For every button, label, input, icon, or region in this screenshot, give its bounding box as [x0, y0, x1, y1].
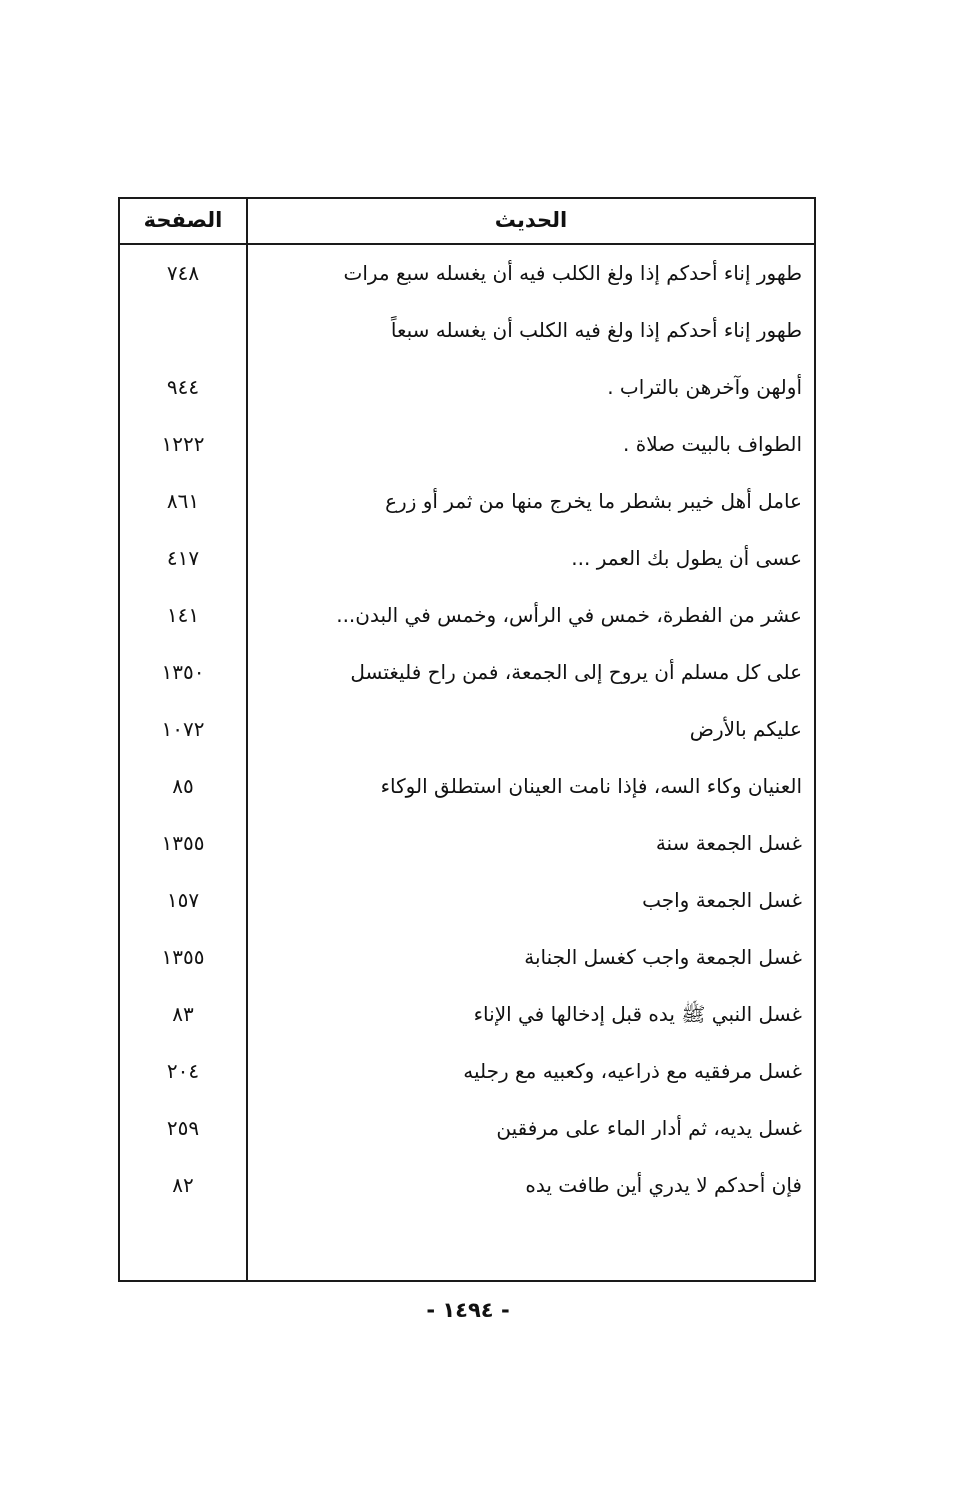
table-row — [120, 587, 814, 644]
hadith-text: غسل الجمعة واجب — [642, 888, 802, 912]
page-ref: ١٣٥٠ — [161, 660, 205, 684]
table-row — [120, 1157, 814, 1214]
page-ref — [120, 302, 246, 359]
page-ref: ٨٥ — [172, 774, 194, 798]
table-row — [120, 701, 814, 758]
hadith-text: غسل يديه، ثم أدار الماء على مرفقين — [496, 1116, 802, 1140]
page-ref: ١٤١ — [166, 603, 200, 627]
hadith-text: غسل مرفقيه مع ذراعيه، وكعبيه مع رجليه — [463, 1059, 802, 1083]
hadith-text: العنيان وكاء السه، فإذا نامت العينان استطلق الوكاء — [380, 774, 802, 798]
header-page: الصفحة — [143, 208, 223, 232]
hadith-text: على كل مسلم أن يروح إلى الجمعة، فمن راح فليغتسل — [350, 660, 802, 684]
hadith-text: عامل أهل خيبر بشطر ما يخرج منها من ثمر أو زرع — [385, 489, 802, 513]
page-ref: ٨٢ — [172, 1173, 194, 1197]
table-body — [120, 245, 814, 1214]
table-row — [120, 1100, 814, 1157]
table-row — [120, 416, 814, 473]
table-row — [120, 302, 814, 359]
header-hadith: الحديث — [494, 208, 568, 232]
table-row — [120, 359, 814, 416]
hadith-text: غسل النبي ﷺ يده قبل إدخالها في الإناء — [473, 1002, 802, 1026]
table-row — [120, 815, 814, 872]
table-row — [120, 1043, 814, 1100]
hadith-text: عشر من الفطرة، خمس في الرأس، وخمس في البدن... — [336, 603, 802, 627]
page-ref: ٤١٧ — [166, 546, 200, 570]
table-row — [120, 530, 814, 587]
table-row — [120, 245, 814, 302]
hadith-text: الطواف بالبيت صلاة . — [623, 432, 802, 456]
page-ref: ٨٣ — [172, 1002, 194, 1026]
hadith-text: غسل الجمعة واجب كغسل الجنابة — [524, 945, 802, 969]
hadith-text: فإن أحدكم لا يدري أين طافت يده — [525, 1173, 802, 1197]
page-ref: ١٢٢٢ — [161, 432, 205, 456]
table-row — [120, 644, 814, 701]
hadith-text: أولهن وآخرهن بالتراب . — [607, 375, 802, 399]
page-ref: ٧٤٨ — [166, 261, 200, 285]
hadith-index-table — [118, 197, 816, 1282]
page-ref: ١٥٧ — [166, 888, 200, 912]
table-header — [120, 199, 814, 245]
page-number: - ١٤٩٤ - — [426, 1298, 510, 1322]
page-ref: ١٣٥٥ — [161, 945, 205, 969]
page-ref: ١٣٥٥ — [161, 831, 205, 855]
page-ref: ١٠٧٢ — [161, 717, 205, 741]
table-row — [120, 473, 814, 530]
page-ref: ٢٠٤ — [166, 1059, 200, 1083]
page-ref: ٢٥٩ — [166, 1116, 200, 1140]
hadith-text: طهور إناء أحدكم إذا ولغ الكلب فيه أن يغسله سبع مرات — [343, 261, 802, 285]
table-row — [120, 872, 814, 929]
page-ref: ٨٦١ — [166, 489, 200, 513]
hadith-text: عليكم بالأرض — [689, 717, 802, 741]
hadith-text: طهور إناء أحدكم إذا ولغ فيه الكلب أن يغسله سبعاً — [390, 318, 802, 342]
table-row — [120, 758, 814, 815]
page-ref: ٩٤٤ — [166, 375, 200, 399]
hadith-text: عسى أن يطول بك العمر ... — [571, 546, 802, 570]
table-row — [120, 929, 814, 986]
hadith-text: غسل الجمعة سنة — [655, 831, 802, 855]
table-row — [120, 986, 814, 1043]
